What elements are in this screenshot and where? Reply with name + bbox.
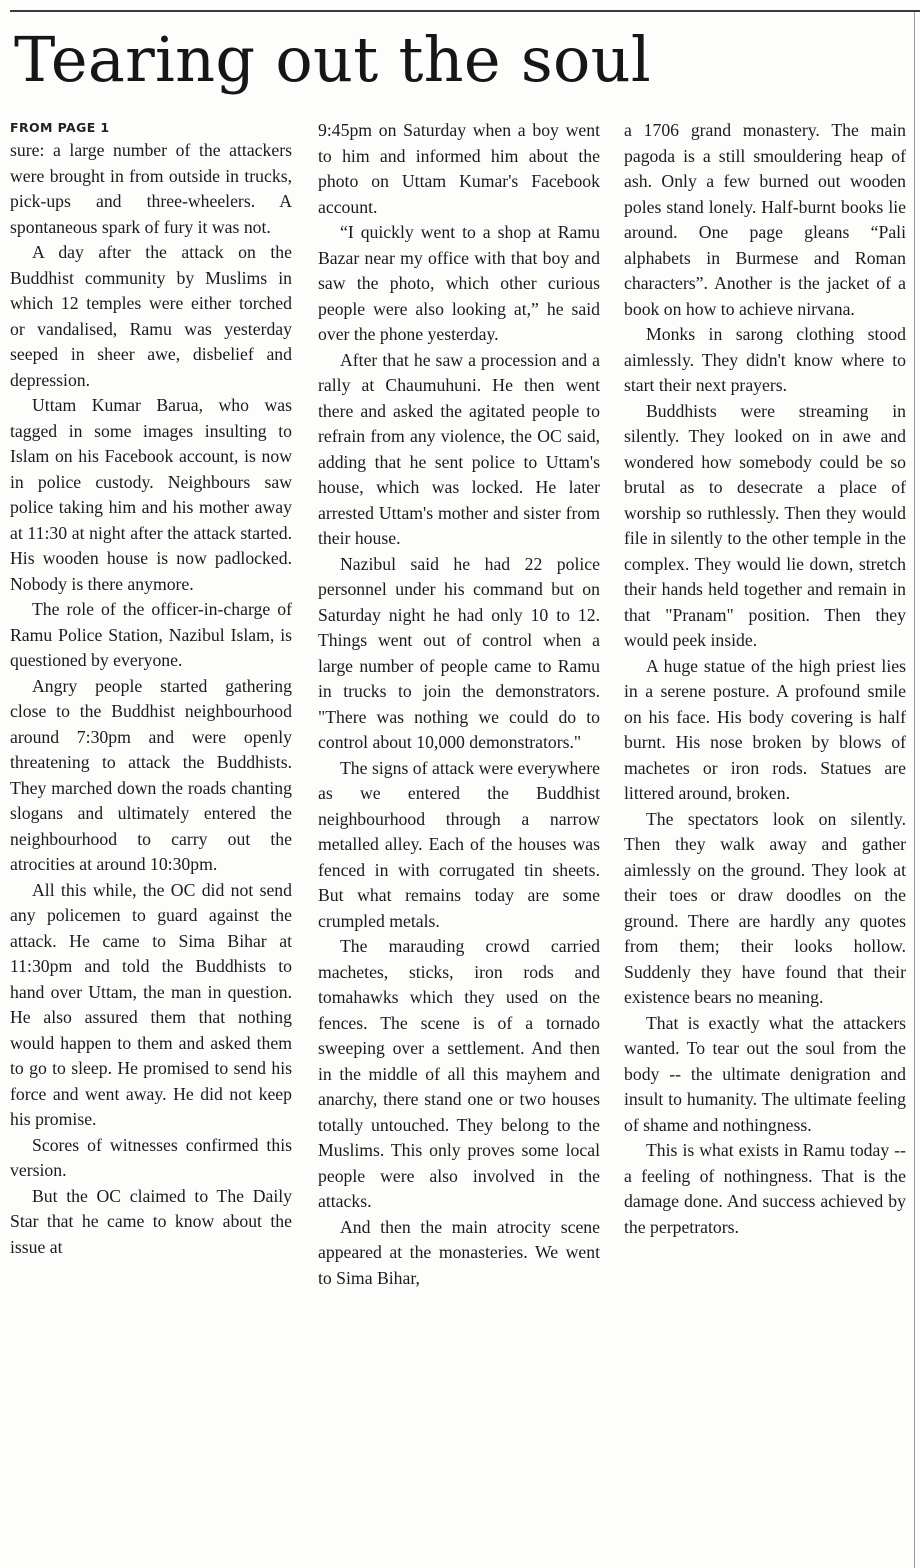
article-column-2 bbox=[318, 118, 600, 1568]
paragraph: The marauding crowd carried machetes, sticks, iron rods and tomahawks which they used on the fences. The scene is of a tornado sweeping over a settlement. And then in the middle of all this mayhem and anarchy, there stand one or two houses totally untouched. They belong to the Muslims. This only proves some local people were also involved in the attacks. bbox=[318, 936, 600, 1211]
page-edge-rule bbox=[914, 12, 915, 1568]
paragraph: But the OC claimed to The Daily Star that he came to know about the issue at bbox=[10, 1185, 292, 1257]
paragraph: The role of the officer-in-charge of Ramu Police Station, Nazibul Islam, is questioned by everyone. bbox=[10, 599, 292, 670]
paragraph: Uttam Kumar Barua, who was tagged in some images insulting to Islam on his Facebook account, is now in police custody. Neighbours saw police taking him and his mother away at 11:30 at night after the attack started. His wooden house is now padlocked. Nobody is there anymore. bbox=[10, 395, 292, 594]
article-column-1 bbox=[10, 118, 292, 1568]
paragraph: Angry people started gathering close to the Buddhist neighbourhood around 7:30pm and were openly threatening to attack the Buddhists. They marched down the roads chanting slogans and ultimately entered the neighbourhood to carry out the atrocities at around 10:30pm. bbox=[10, 675, 292, 874]
headline: Tearing out the soul bbox=[14, 23, 652, 96]
paragraph: “I quickly went to a shop at Ramu Bazar near my office with that boy and saw the photo, which other curious people were also looking at,” he said over the phone yesterday. bbox=[318, 222, 600, 344]
paragraph: That is exactly what the attackers wanted. To tear out the soul from the body -- the ultimate denigration and insult to humanity. The ultimate feeling of shame and nothingness. bbox=[624, 1012, 906, 1135]
kicker-from-page-1: FROM PAGE 1 bbox=[10, 120, 110, 135]
paragraph: The signs of attack were everywhere as we entered the Buddhist neighbourhood through a narrow metalled alley. Each of the houses was fenced in with corrugated tin sheets. But what remains today are some crumpled metals. bbox=[318, 757, 600, 931]
paragraph: Buddhists were streaming in silently. They looked on in awe and wondered how somebody could be so brutal as to desecrate a place of worship so ruthlessly. Then they would file in silently to the other temple in the complex. They would lie down, stretch their hands held together and remain in that "Pranam" position. Then they would peek inside. bbox=[624, 400, 906, 650]
top-rule bbox=[10, 10, 920, 12]
paragraph: All this while, the OC did not send any policemen to guard against the attack. He came to Sima Bihar at 11:30pm and told the Buddhists to hand over Uttam, the man in question. He also assured them that nothing would happen to them and asked them to go to sleep. He promised to send his force and went away. He did not keep his promise. bbox=[10, 879, 292, 1129]
article-column-3 bbox=[624, 118, 906, 1568]
paragraph: sure: a large number of the attackers were brought in from outside in trucks, pick-ups and three-wheelers. A spontaneous spark of fury it was not. bbox=[10, 140, 292, 237]
paragraph: Monks in sarong clothing stood aimlessly. They didn't know where to start their next prayers. bbox=[624, 324, 906, 395]
paragraph: A huge statue of the high priest lies in a serene posture. A profound smile on his face. His body covering is half burnt. His nose broken by blows of machetes or iron rods. Statues are littered around, broken. bbox=[624, 655, 906, 803]
paragraph: A day after the attack on the Buddhist community by Muslims in which 12 temples were either torched or vandalised, Ramu was yesterday seeped in sheer awe, disbelief and depression. bbox=[10, 242, 292, 390]
paragraph: 9:45pm on Saturday when a boy went to him and informed him about the photo on Uttam Kumar's Facebook account. bbox=[318, 120, 600, 217]
paragraph: Nazibul said he had 22 police personnel under his command but on Saturday night he had only 10 to 12. Things went out of control when a large number of people came to Ramu in trucks to join the demonstrators. "There was nothing we could do to control about 10,000 demonstrators." bbox=[318, 553, 600, 752]
paragraph: a 1706 grand monastery. The main pagoda is a still smouldering heap of ash. Only a few burned out wooden poles stand lonely. Half-burnt books lie around. One page gleans “Pali alphabets in Burmese and Roman characters”. Another is the jacket of a book on how to achieve nirvana. bbox=[624, 120, 906, 319]
paragraph: And then the main atrocity scene appeared at the monasteries. We went to Sima Bihar, bbox=[318, 1216, 600, 1288]
paragraph: The spectators look on silently. Then they walk away and gather aimlessly on the ground. They look at their toes or draw doodles on the ground. There are hardly any quotes from them; their looks hollow. Suddenly they have found that their existence bears no meaning. bbox=[624, 808, 906, 1007]
paragraph: Scores of witnesses confirmed this version. bbox=[10, 1134, 292, 1180]
paragraph: This is what exists in Ramu today -- a feeling of nothingness. That is the damage done. And success achieved by the perpetrators. bbox=[624, 1140, 906, 1237]
paragraph: After that he saw a procession and a rally at Chaumuhuni. He then went there and asked the agitated people to refrain from any violence, the OC said, adding that he sent police to Uttam's house, which was locked. He later arrested Uttam's mother and sister from their house. bbox=[318, 349, 600, 548]
